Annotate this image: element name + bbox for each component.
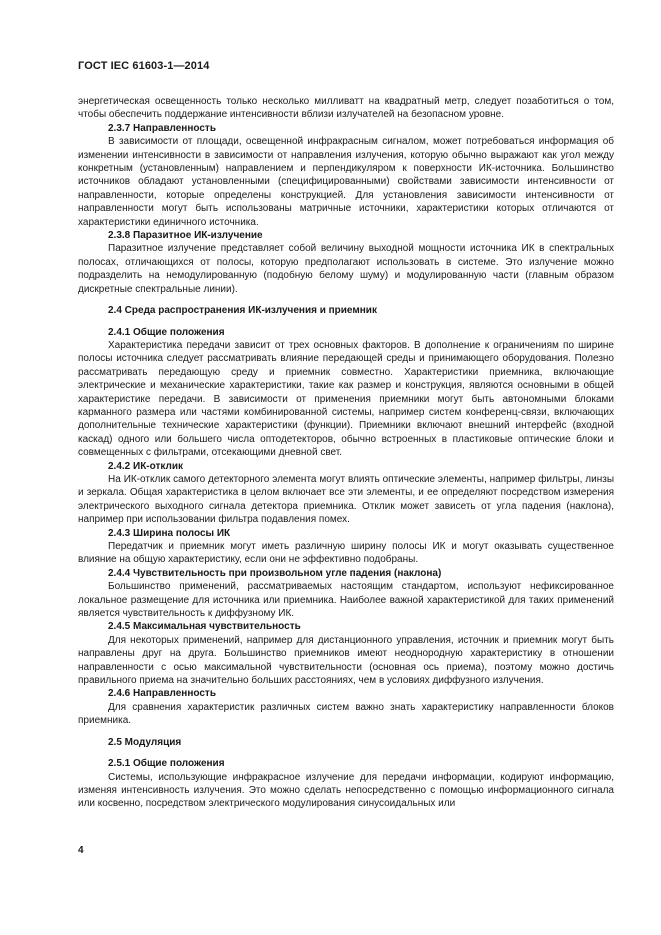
page-number: 4 [78,845,84,856]
heading-2-4: 2.4 Среда распространения ИК-излучения и приемник [108,305,377,317]
paragraph: Системы, использующие инфракрасное излучение для передачи информации, кодируют информацию, изменяя интенсивность излучения. Это можно сделать непосредственно с помощью информационного сигнала или косвенно, посредством электрического модулирования синусоидальных или [78,771,614,810]
paragraph: На ИК-отклик самого детекторного элемента могут влиять оптические элементы, например фильтры, линзы и зеркала. Общая характеристика в целом включает все эти элементы, и ее определяют посредством измерения электрического выходного сигнала детектора приемника. Отклик может зависеть от угла падения (наклона), например при использовании фильтра подавления помех. [78,473,614,526]
heading-2-4-3: 2.4.3 Ширина полосы ИК [108,527,231,539]
heading-2-3-7: 2.3.7 Направленность [108,122,216,134]
heading-2-4-2: 2.4.2 ИК-отклик [108,460,184,472]
paragraph: Для сравнения характеристик различных систем важно знать характеристику направленности блоков приемника. [78,701,614,727]
heading-2-3-8: 2.3.8 Паразитное ИК-излучение [108,230,263,242]
heading-2-5-1: 2.5.1 Общие положения [108,758,225,770]
document-body [78,95,614,811]
heading-2-4-1: 2.4.1 Общие положения [108,326,225,338]
heading-2-4-5: 2.4.5 Максимальная чувствительность [108,621,301,633]
heading-2-4-4: 2.4.4 Чувствительность при произвольном угле падения (наклона) [108,567,442,579]
paragraph: Передатчик и приемник могут иметь различную ширину полосы ИК и могут оказывать существенное влияние на общую характеристику, если они не эффективно подобраны. [78,541,614,566]
paragraph: Для некоторых применений, например для дистанционного управления, источник и приемник могут быть направлены друг на друга. Большинство приемников имеют неоднородную характеристику в отношении направленности с осью максимальной чувствительности (основная ось приема), поэтому можно достичь правильного приема на значительно больших расстояниях, чем в условиях диффузного излучения. [78,634,614,687]
paragraph: Паразитное излучение представляет собой величину выходной мощности источника ИК в спектральных полосах, отличающихся от полосы, которую предполагают использовать в системе. Это излучение можно подразделить на немодулированную (подобную белому шуму) и модулированную части (главным образом дискретные спектральные линии). [78,243,614,295]
paragraph: Большинство применений, рассматриваемых настоящим стандартом, используют нефиксированное локальное размещение для источника или приемника. Наиболее важной характеристикой для таких применений является чувствительность к диффузному ИК. [78,581,614,620]
document-header: ГОСТ IEC 61603-1—2014 [78,60,210,72]
heading-2-4-6: 2.4.6 Направленность [108,688,216,700]
paragraph: В зависимости от площади, освещенной инфракрасным сигналом, может потребоваться информация об изменении интенсивности в зависимости от направления излучения, которую обычно выражают как угол между конкретным (установленным) направлением и перпендикуляром к поверхности ИК-источника. Большинство источников обладают установленными (специфицированными) свойствами зависимости интенсивности от направленности, которые определены конструкцией. Для установления зависимости интенсивности от направленности могут быть использованы матричные источники, характеристики которых отличаются от характеристики единичного источника. [78,136,614,228]
paragraph: энергетическая освещенность только несколько милливатт на квадратный метр, следует позаботиться о том, чтобы обеспечить поддержание интенсивности вблизи излучателей на безопасном уровне. [78,96,614,121]
heading-2-5: 2.5 Модуляция [108,736,182,748]
paragraph: Характеристика передачи зависит от трех основных факторов. В дополнение к ограничениям по ширине полосы источника следует рассматривать влияние передающей среды и принимающего оборудования. Полезно рассматривать передающую среду и приемник совместно. Характеристики приемника, включающие электрические и механические характеристики, такие как размер и конструкция, являются основными в общей характеристике передачи. В зависимости от применения приемники могут быть автономными блоками карманного размера или частями комбинированной системы, например систем конференц-связи, включающих дополнительные технические характеристики (функции). Приемники включают внешний интерфейс (входной каскад) одного или большего числа оптодетекторов, обычно встроенных в пластиковые оптические блоки и совмещенных с фильтрами, отсекающими дневной свет. [78,339,614,459]
